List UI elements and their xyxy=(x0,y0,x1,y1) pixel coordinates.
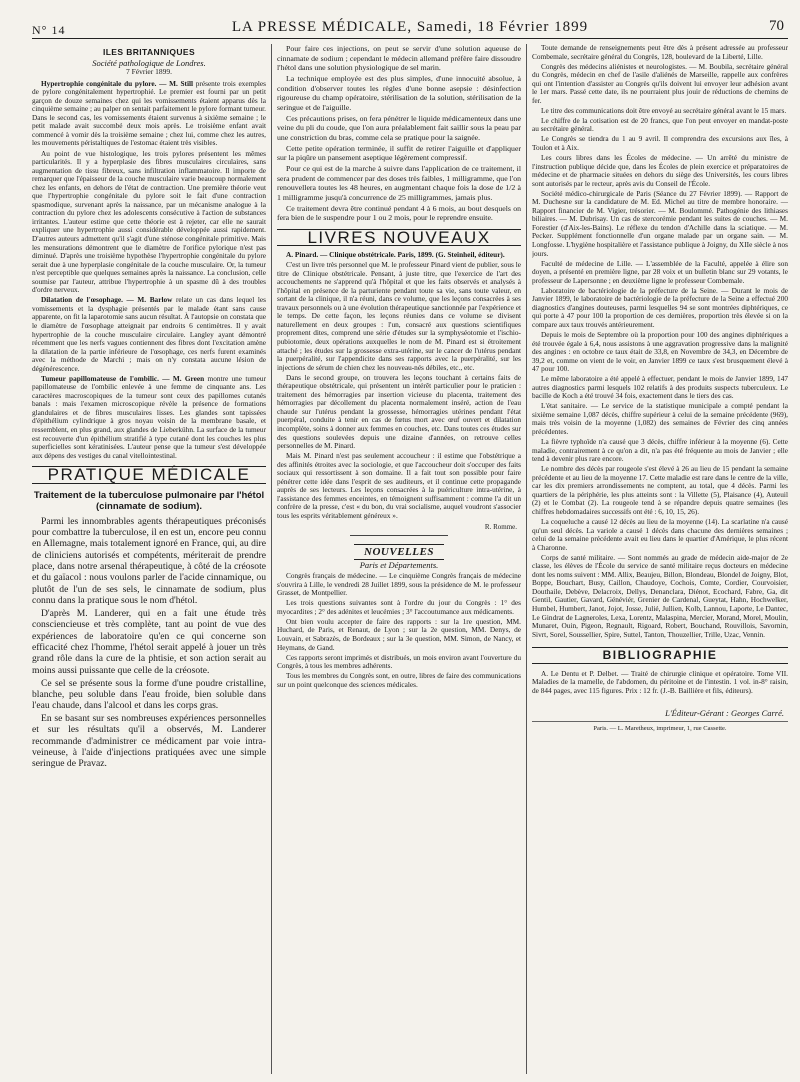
page-number: 70 xyxy=(769,18,784,34)
article-heading: Dilatation de l'œsophage. — M. Barlow xyxy=(41,295,173,305)
article-text: relate un cas dans lequel les vomissements et la dysphagie présentés par le malade étant sans cause apparente, on fit la laparotomie sans aucun résultat. À l'autopsie on constata que le diamètre de l'œsophage atteignait par endroits 6 centimètres. Il y avait hypertrophie de la couche musculaire circulaire. Langley ayant démontré récemment que les nerfs vagues contiennent des fibres dont l'excitation amène la dilatation de la partie inférieure de l'œsophage, ces nerfs furent examinés avec la méthode de Marchi ; mais on n'y constata aucune lésion de dégénérescence. xyxy=(32,295,266,373)
article-title: Traitement de la tuberculose pulmonaire par l'hétol (cinnamate de sodium). xyxy=(33,489,265,512)
article-paragraph: D'après M. Landerer, qui en a fait une étude très consciencieuse et très complète, tant au point de vue des expériences de laboratoire qu'en ce qui concerne son efficacité chez l'homme, l'hétol serait appelé à jouer un très grand rôle dans la cure de la phtisie, et son action serait au moins aussi puissante que celle de la créosote. xyxy=(32,608,266,676)
news-item: L'état sanitaire. — Le service de la statistique municipale a compté pendant la sixième semaine 1,087 décès, chiffre supérieur à celui de la semaine précédente (969), mais très voisin de la moyenne (1,082) des semaines de Février des cinq années précédentes. xyxy=(532,401,788,437)
review-paragraph: Mais M. Pinard n'est pas seulement accoucheur : il estime que l'obstétrique a des affinités étroites avec la sociologie, et que l'accoucheur doit s'occuper des faits sociaux qui ressortissent à son domaine. Il a fait tout son possible pour faire pénétrer cette idée dans l'esprit de ses auditeurs, et il continue cette propagande auprès de ses lecteurs. Les leçons consacrées à la puériculture intra-utérine, à l'assistance des femmes enceintes, en témoignent suffisamment : comme l'a dit un confrère de la presse, c'est « du bon, du vrai socialisme, auquel voudront s'associer tous les esprits véritablement généreux ». xyxy=(277,451,521,520)
news-item: Depuis le mois de Septembre où la proportion pour 100 des angines diphtériques a été trouvée égale à 6,4, nous assistons à une aggravation progressive dans la malignité des angines : en octobre ce taux était de 33,8, en Novembre de 34,3, en Décembre de 39,2 et, comme on vient de le voir, en Janvier 1899 ce taux s'est brusquement élevé à 47 pour 100. xyxy=(532,330,788,374)
page-header xyxy=(32,16,788,39)
issue-number: N° 14 xyxy=(32,23,66,37)
article-paragraph: La technique employée est des plus simples, d'une innocuité absolue, à condition d'observer toutes les règles d'une bonne asepsie : désinfection rigoureuse du champ opératoire, stérilisation de la solution, stérilisation de la seringue et de l'aiguille. xyxy=(277,74,521,112)
news-item: Toute demande de renseignements peut être dès à présent adressée au professeur Combemale, secrétaire général du Congrès, 128, boulevard de la Liberté, Lille. xyxy=(532,44,788,61)
news-item: Le Congrès se tiendra du 1 au 9 avril. Il comprendra des excursions aux îles, à Toulon et à Aix. xyxy=(532,134,788,153)
column-rule-2 xyxy=(526,44,527,1074)
article-paragraph: En se basant sur ses nombreuses expériences personnelles et sur les résultats qu'il a observés, M. Landerer recommande d'administrer ce médicament par voie intra-veineuse, à l'aide d'injections pratiquées avec une simple seringue de Pravaz. xyxy=(32,713,266,770)
news-item: Congrès français de médecine. — Le cinquième Congrès français de médecine s'ouvrira à Lille, le vendredi 28 Juillet 1899, sous la présidence de M. le professeur Grasset, de Montpellier. xyxy=(277,571,521,598)
news-item: Le chiffre de la cotisation est de 20 francs, que l'on peut envoyer en mandat-poste au secrétaire général. xyxy=(532,115,788,134)
printer-imprint: Paris. — L. Maretheux, imprimeur, 1, rue Cassette. xyxy=(532,721,788,734)
society-name: Société pathologique de Londres. xyxy=(92,57,206,68)
review-paragraph: C'est un livre très personnel que M. le professeur Pinard vient de publier, sous le titre de Clinique obstétricale. Pensant, à juste titre, que l'exercice de l'art des accouchements ne s'apprend qu'à l'hôpital et que les faits observés et analysés à l'hôpital en présence de la parturiente pendant toute sa vie, sans toute valeur, en sortant de la clinique, il n'a réuni, dans ce volume, que les leçons consacrées à ses travaux personnels ou à une évolution thérapeutique sanctionnée par l'expérience et le temps. De cette façon, les leçons réunies dans ce volume se divisent naturellement en deux groupes : l'un, consacré aux questions scientifiques proprement dites, comprend une série d'études sur la symphyséotomie et l'ischio-pubiotomie, deux opérations auxquelles le nom de M. Pinard est si étroitement attaché ; les études sur la grossesse extra-utérine, sur le cancer de l'utérus pendant la puerpéralité, sur l'appendicite dans ses rapports avec la puerpéralité, sur les injections de sérum de chien chez les nouveau-nés débiles, etc., etc. xyxy=(277,260,521,372)
review-signature: R. Romme. xyxy=(484,522,517,531)
nouvelles-heading xyxy=(277,548,521,557)
news-item: Corps de santé militaire. — Sont nommés au grade de médecin aide-major de 2e classe, les élèves de l'École du service de santé militaire reçus docteurs en médecine dont les noms suivent : MM. Allix, Beaujeu, Billon, Blondeau, Blondel de Joigny, Blot, Boppe, Bouchart, Busy, Caillon, Chaudoye, Cochois, Comte, Cordier, Courvoisier, Douthaile, Debève, Delacroix, Dellys, Denanclara, Diénot, Ecochard, Fabre, Ga, dit Gentil, Gautier, Gavard, Généviér, Grenier de Cardenal, Gueytat, Hahn, Hochwelker, Humbel, Humbert, Janot, Jojot, Josse, Julié, Jullien, Kolb, Lannou, Laporte, Le Dantec, Le Gindrat de Lagneroles, Lexa, Lorentz, Malaspina, Mercier, Morand, Morel, Moulin, Munaret, Ouin, Pigeon, Regnault, Rigoard, Robert, Bouchand, Rouvillois, Savornin, Sivrt, Sorel, Soussellier, Spire, Suttel, Tanton, Thouzellier, Trille, Uzac, Vennin. xyxy=(532,552,788,639)
news-item: Les cours libres dans les Écoles de médecine. — Un arrêté du ministre de l'instruction publique décide que, dans les Écoles de plein exercice et préparatoires de médecine et de pharmacie situées en dehors du siège des Universités, les cours libres sont autorisés par le recteur, après avis du Conseil de l'École. xyxy=(532,153,788,188)
news-item: Société médico-chirurgicale de Paris (Séance du 27 Février 1899). — Rapport de M. Duchesne sur la candidature de M. Ed. Michel au titre de membre honoraire. — Rapport financier de M. Vigier, trésorier. — M. Boulommé. Pathogénie des lithiases biliaires. — M. Dubrisay. Un cas de stercorémie pendant les suites de couches. — M. Forestier (d'Aix-les-Bains). Le réflexe du tendon d'Achille dans la sciatique. — M. Pecker. Supplément fonctionnelle d'un organe malade par un organe sain. — M. Longfosse. L'hygiène hospitalière et l'assistance publique à Joigny, du XIIe siècle à nos jours. xyxy=(532,188,788,258)
section-title: ILES BRITANNIQUES xyxy=(102,47,196,57)
news-item: Ont bien voulu accepter de faire des rapports : sur la 1re question, MM. Huchard, de Paris, et Renaut, de Lyon ; sur la 2e question, MM. Denys, de Louvain, et Sabrazès, de Bordeaux ; sur la 3e question, MM. Simon, de Nancy, et Heymans, de Gand. xyxy=(277,616,521,652)
article-paragraph: Ces précautions prises, on fera pénétrer le liquide médicamenteux dans une veine du pli du coude, que l'on aura préalablement fait saillir sous la peau par une constriction du bras, comme cela se pratique pour la saignée. xyxy=(277,113,521,142)
news-item: Le nombre des décès par rougeole s'est élevé à 26 au lieu de 15 pendant la semaine précédente et au lieu de la moyenne 17. Cette maladie est rare dans le centre de la ville, car les dix premiers arrondissements ne comptent, au total, que 4 décès. Parmi les quartiers de la périphérie, les plus atteints sont : la Villette (5), Plaisance (4), Auteuil (2) et le Combat (2). La rougeole tend à se répandre depuis quatre semaines (les chiffres hebdomadaires successifs ont été : 6, 10, 15, 26). xyxy=(532,464,788,516)
news-item: Le même laboratoire a été appelé à effectuer, pendant le mois de Janvier 1899, 147 autres diagnostics parmi lesquels 102 relatifs à des produits suspects tuberculeux. Le bacille de Koch a été trouvé 34 fois, exactement dans le tiers des cas. xyxy=(532,374,788,401)
article-paragraph: Au point de vue histologique, les trois pylores présentent les mêmes particularités. Il y a hyperplasie des fibres musculaires circulaires, sans augmentation de tissu fibreux, sans infiltration inflammatoire. Il importe de remarquer que l'épaisseur de la couche musculaire varie beaucoup normalement chez les enfants, en dehors de l'état de contraction. Une première théorie veut que l'hypertrophie congénitale du pylore soit le fait d'une contraction spasmodique, survenant après la naissance, par un mécanisme analogue à la contraction du pylore chez les adolescents consécutive à l'action de substances irritantes. L'auteur estime que cette théorie est à rejeter, car elle ne saurait expliquer une hypertrophie aussi considérable développée aussi rapidement. D'autres auteurs admettent qu'il s'agit d'une sténose congénitale primitive. Mais les mensurations démontrent que le diamètre de l'orifice pylorique n'est pas diminué. D'après une troisième hypothèse l'hypertrophie congénitale du pylore serait due à une hyperplasie congénitale de la couche musculaire. Or, la tumeur n'est perceptible que quelques semaines après la naissance. La conclusion, celle soumise par l'auteur, attribue l'hypertrophie à un spasme dû à des troubles d'ordre nerveux. xyxy=(32,148,266,295)
news-item: Congrès des médecins aliénistes et neurologistes. — M. Boubila, secrétaire général du Congrès, médecin en chef de l'asile d'aliénés de Marseille, rappelle aux confrères qui ont l'intention d'assister au Congrès qu'ils doivent lui envoyer leur adhésion avant le 1er mars. Passé cette date, ils ne pourraient plus jouir de réductions de chemins de fer. xyxy=(532,61,788,105)
article-text: présente trois exemples de pylore congénitalement hypertrophié. Le premier est fourni par un petit garçon de douze semaines chez qui les vomissements étaient apparus dès la cinquième semaine ; au palper on sentait parfaitement le pylore formant tumeur. Dans le second cas, les vomissements étaient survenus à sixième semaine ; le petit malade avait succombé deux mois après. Le troisième enfant avait commencé à vomir dès la troisième semaine ; chez lui, comme chez les autres, les mouvements péristaltiques de l'estomac étaient très visibles. xyxy=(32,78,266,148)
column-3 xyxy=(532,44,788,1074)
article-heading: Hypertrophie congénitale du pylore. — M. Still xyxy=(41,78,194,88)
article-paragraph: Pour faire ces injections, on peut se servir d'une solution aqueuse de cinnamate de sodium ; cependant le médecin allemand préfère faire dissoudre l'hétol dans une solution physiologique de sel marin. xyxy=(277,44,521,72)
editor-signature: L'Éditeur-Gérant : Georges Carré. xyxy=(665,708,784,719)
news-item: La fièvre typhoïde n'a causé que 3 décès, chiffre inférieur à la moyenne (6). Cette maladie, contrairement à ce qu'on a dit, n'a pas été fréquente au mois de Janvier ; elle tend à devenir plus rare encore. xyxy=(532,437,788,464)
review-paragraph: Dans le second groupe, on trouvera les leçons touchant à certains faits de thérapeutique obstétricale, qui présentent un intérêt particulier pour le praticien : traitement des hémorragies par insertion vicieuse du placenta, traitement des hémorragies par décollement du placenta normalement inséré, action de l'eau chaude sur l'utérus pendant la grossesse, hémorragies utérines pendant l'état puerpéral, conduite à tenir en cas de fœtus mort avec œuf ouvert et dilatation incomplète, soins à donner aux femmes en couches, etc. Dans toutes ces études sur des questions soulevées depuis une dizaine d'années, on retrouve celles personnelles de M. Pinard. xyxy=(277,372,521,451)
livres-nouveaux-heading: LIVRES NOUVEAUX xyxy=(277,229,521,247)
article-text: montre une tumeur papillomateuse de l'ombilic enlevée à une femme de cinquante ans. Les caractères macroscopiques de la tumeur sont ceux des papillomes cutanés banals : mais l'examen microscopique révèle la présence de formations glandulaires et de fibres musculaires lisses. Les glandes sont tapissées d'épithélium cylindrique à gros noyau voisin de la membrane basale, et ressemblent, en plus grand, aux glandes de Lieberkühn. La surface de la tumeur est recouverte d'un épithélium stratifié à type cutané dont les couches les plus superficielles sont kératinisées. L'auteur pense que la tumeur s'est développée aux dépens des vestiges du canal vitellointestinal. xyxy=(32,373,266,460)
article-paragraph: Parmi les innombrables agents thérapeutiques préconisés pour combattre la tuberculose, il en est un, encore peu connu en Allemagne, mais totalement ignoré en France, qui, au dire de cliniciens autorisés et compétents, mériterait de prendre place, dans notre arsenal thérapeutique, à côté de la créosote et du gaïacol : nous voulons parler de l'acide cinnamique, ou plutôt de l'un de ses sels, le cinnamate de sodium, plus connu dans la pratique sous le nom d'hétol. xyxy=(32,515,266,607)
news-item: Tous les membres du Congrès sont, en outre, libres de faire des communications sur un point quelconque des sciences médicales. xyxy=(277,671,521,689)
news-item: Faculté de médecine de Lille. — L'assemblée de la Faculté, appelée à élire son doyen, a présenté en première ligne, par 28 voix et un bulletin blanc sur 29 votants, le professeur de Lapersonne ; en deuxième ligne le professeur Combemale. xyxy=(532,258,788,285)
column-rule-1 xyxy=(271,44,272,1074)
news-item: La coqueluche a causé 12 décès au lieu de la moyenne (14). La scarlatine n'a causé qu'un seul décès. La variole a causé 1 décès dans chacune des dernières semaines ; celui de la semaine précédente avait eu lieu dans le quartier d'Amérique, le plus récent à Charonne. xyxy=(532,516,788,552)
book-reference: A. Pinard. — Clinique obstétricale. Paris, 1899. (G. Steinheil, éditeur). xyxy=(286,250,505,260)
news-item: Les trois questions suivantes sont à l'ordre du jour du Congrès : 1° des myocardites ; 2° des adénites et leucémies ; 3° l'accoutumance aux médicaments. xyxy=(277,598,521,616)
column-2 xyxy=(277,44,521,1074)
bibliographie-heading: BIBLIOGRAPHIE xyxy=(532,647,788,664)
nouvelles-heading-text: NOUVELLES xyxy=(354,544,444,560)
article-paragraph: Ce traitement devra être continué pendant 4 à 6 mois, au bout desquels on fera bien de le suspendre pour 1 ou 2 mois, pour le reprendre ensuite. xyxy=(277,203,521,222)
news-item: Laboratoire de bactériologie de la préfecture de la Seine. — Durant le mois de Janvier 1899, le laboratoire de bactériologie de la préfecture de la Seine a effectué 200 diagnostics d'angines douteuses, parmi lesquelles 94 se sont montrées diphtériques, ce qui porte à 47 pour 100 la proportion de ces dernières, proportion très élevée si on la compare aux taux trouvés antérieurement. xyxy=(532,285,788,329)
news-item: Ces rapports seront imprimés et distribués, un mois environ avant l'ouverture du Congrès, à tous les membres adhérents. xyxy=(277,652,521,671)
newspaper-title: LA PRESSE MÉDICALE, Samedi, 18 Février 1899 xyxy=(231,19,589,35)
article-paragraph: Ce sel se présente sous la forme d'une poudre cristalline, blanche, peu soluble dans l'eau froide, bien soluble dans l'eau chaude, dans l'alcool et dans les corps gras. xyxy=(32,677,266,712)
pratique-medicale-heading: PRATIQUE MÉDICALE xyxy=(32,466,266,484)
bibliography-entry: A. Le Dentu et P. Delbet. — Traité de chirurgie clinique et opératoire. Tome VII. Maladies de la mamelle, de l'abdomen, du péritoine et de l'intestin. 1 vol. in-8° raisin, de 844 pages, avec 115 figures. Prix : 12 fr. (J.-B. Baillière et fils, éditeurs). xyxy=(532,668,788,695)
news-item: Le titre des communications doit être envoyé au secrétaire général avant le 15 mars. xyxy=(541,105,787,115)
article-paragraph: Cette petite opération terminée, il suffit de retirer l'aiguille et d'appliquer sur la piqûre un pansement aseptique légèrement compressif. xyxy=(277,143,521,162)
divider xyxy=(350,535,448,536)
nouvelles-subheading: Paris et Départements. xyxy=(359,559,439,570)
column-1 xyxy=(32,44,266,1074)
article-heading: Tumeur papillomateuse de l'ombilic. — M. Green xyxy=(41,373,205,383)
session-date: 7 Février 1899. xyxy=(125,67,173,77)
article-paragraph: Pour ce qui est de la marche à suivre dans l'application de ce traitement, il sera prudent de commencer par des doses très faibles, 1 milligramme, que l'on renouvellera toutes les 48 heures, en augmentant chaque fois la dose de 1/2 à 1 milligramme jusqu'à concurrence de 25 milligrammes, jamais plus. xyxy=(277,164,521,202)
